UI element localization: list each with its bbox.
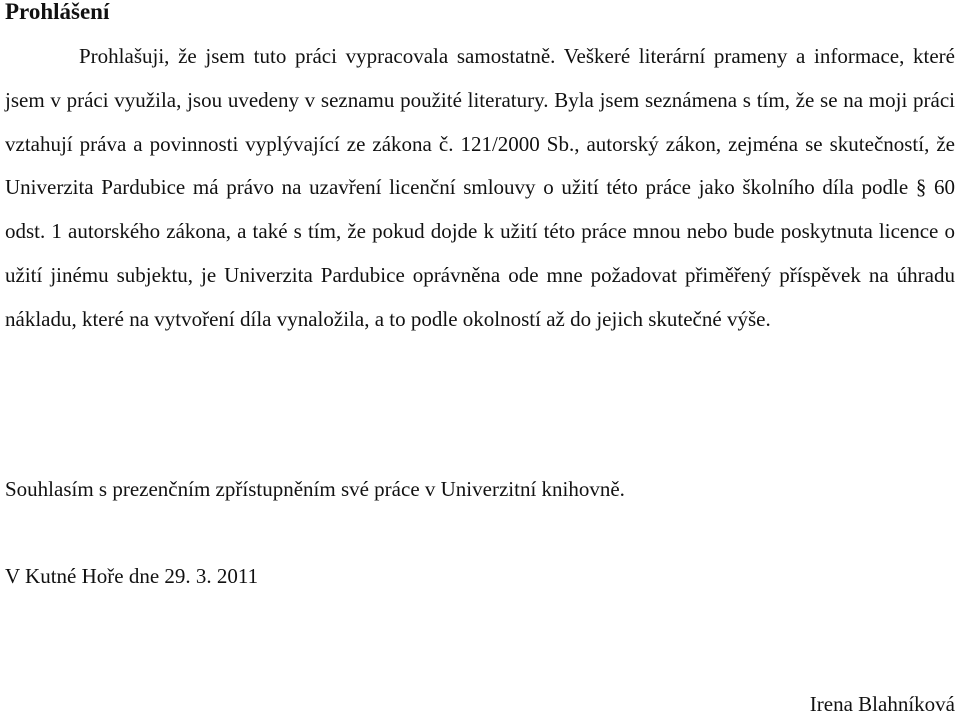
place-and-date: V Kutné Hoře dne 29. 3. 2011 [5, 564, 259, 588]
consent-statement: Souhlasím s prezenčním zpřístupněním své práce v Univerzitní knihovně. [5, 477, 625, 501]
signature-name: Irena Blahníková [809, 692, 955, 716]
declaration-paragraph: Prohlašuji, že jsem tuto práci vypracovala samostatně. Veškeré literární prameny a informace, které jsem v práci využila, jsou uvedeny v seznamu použité literatury. Byla jsem seznámena s tím, že se na moji práci vztahují práva a povinnosti vyplývající ze zákona č. 121/2000 Sb., autorský zákon, zejména se skutečností, že Univerzita Pardubice má právo na uzavření licenční smlouvy o užití této práce jako školního díla podle § 60 odst. 1 autorského zákona, a také s tím, že pokud dojde k užití této práce mnou nebo bude poskytnuta licence o užití jinému subjektu, je Univerzita Pardubice oprávněna ode mne požadovat přiměřený příspěvek na úhradu nákladu, které na vytvoření díla vynaložila, a to podle okolností až do jejich skutečné výše. [5, 44, 955, 331]
page-title: Prohlášení [5, 0, 110, 24]
